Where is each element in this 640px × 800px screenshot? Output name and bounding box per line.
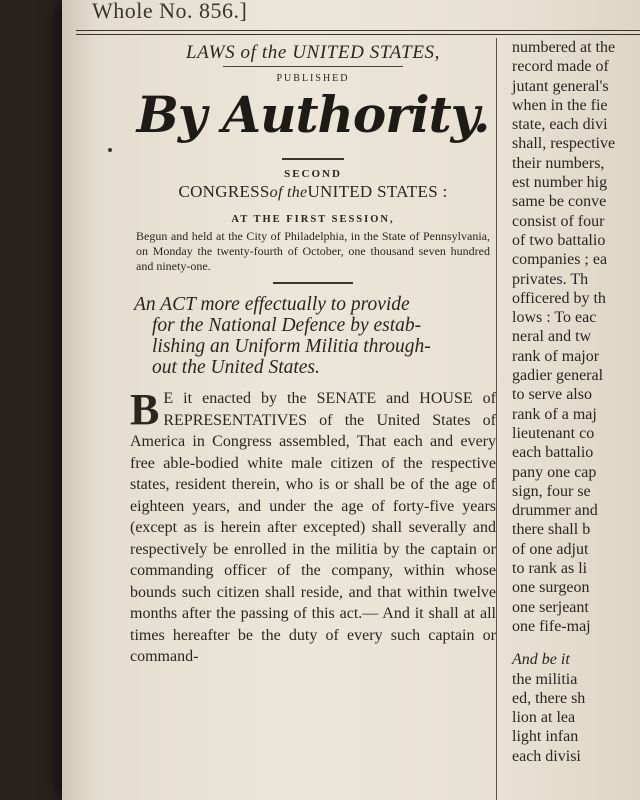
right-column-line: one fife-maj: [512, 617, 591, 635]
heading-rule: [223, 66, 403, 67]
right-column-line: one surgeon: [512, 579, 590, 597]
congress-heading: [130, 182, 496, 202]
left-column: [130, 38, 496, 800]
act-body: [130, 385, 496, 668]
second-label: SECOND: [284, 168, 342, 180]
session-paragraph: Begun and held at the City of Philadelphia, in the State of Pennsylvania, on Monday the twenty-fourth of October, one thousand seven hundred and ninety-one.: [136, 229, 490, 273]
section-rule: [282, 158, 344, 160]
right-column-line: companies ; ea: [512, 251, 608, 269]
act-title: [134, 294, 492, 378]
congress-of-the: of the: [269, 184, 308, 201]
right-column-line: lion at lea: [512, 709, 576, 727]
laws-heading: LAWS of the UNITED STATES,: [186, 42, 440, 63]
right-column-line: gadier general: [512, 367, 604, 385]
right-column-line: shall, respective: [512, 135, 616, 153]
column-divider: [496, 38, 497, 800]
act-body-text: E it enacted by the SENATE and HOUSE of REPRESENTATIVES of the United States of America in Congress assembled, That each and every free able-bodied white male citizen of the respective states, resident therein, who is or shall be of the age of eighteen years, and under the age of forty-five years (except as is herein after excepted) shall severally and respectively be enrolled in the militia by the captain or commanding officer of the company, within whose bounds such citizen shall reside, and that within twelve months after the passing of this act.— And it shall at all times hereafter be the duty of every such captain or command-: [130, 390, 496, 665]
right-column-line: state, each divi: [512, 116, 608, 134]
right-column-line: rank of a maj: [512, 405, 597, 423]
congress-united-states: UNITED STATES :: [307, 182, 448, 201]
right-column-line: est number hig: [512, 174, 608, 192]
masthead-rule: [76, 30, 640, 31]
act-title-line-1: An ACT more effectually to provide: [134, 294, 410, 315]
by-authority-heading: By Authority.: [136, 85, 490, 144]
right-column-line: one serjeant: [512, 598, 589, 616]
right-column-line: rank of major: [512, 347, 600, 365]
right-column-line: officered by th: [512, 289, 606, 307]
right-column-line: neral and tw: [512, 328, 592, 346]
published-label: PUBLISHED: [276, 73, 350, 84]
right-column-line: their numbers,: [512, 154, 605, 172]
paragraph-gap: [512, 636, 640, 650]
right-column-line: to serve also: [512, 386, 592, 404]
right-column-line: lows : To eac: [512, 309, 597, 327]
congress-word: CONGRESS: [178, 182, 270, 201]
right-column-line: same be conve: [512, 193, 607, 211]
right-column-line: jutant general's: [512, 77, 609, 95]
right-column-line: And be it: [512, 651, 570, 669]
right-column: [512, 38, 640, 766]
act-title-line-3: lishing an Uniform Militia through-: [152, 336, 431, 357]
right-column-line: there shall b: [512, 521, 591, 539]
margin-dot: [108, 148, 112, 152]
drop-cap: B: [130, 385, 160, 434]
right-column-line: light infan: [512, 728, 579, 746]
right-column-line: of two battalio: [512, 231, 606, 249]
right-column-line: numbered at the: [512, 39, 616, 56]
right-column-line: each battalio: [512, 444, 594, 462]
right-column-line: privates. Th: [512, 270, 589, 288]
right-column-line: to rank as li: [512, 560, 588, 578]
right-column-line: sign, four se: [512, 482, 591, 500]
right-column-line: lieutenant co: [512, 424, 595, 442]
right-column-line: of one adjut: [512, 540, 589, 558]
right-column-line: record made of: [512, 58, 609, 76]
first-session-label: AT THE FIRST SESSION,: [231, 214, 395, 225]
right-column-line: the militia: [512, 670, 578, 688]
right-column-line: ed, there sh: [512, 689, 586, 707]
right-column-line: each divisi: [512, 747, 581, 765]
right-column-line: drummer and: [512, 502, 598, 520]
right-column-line: pany one cap: [512, 463, 597, 481]
act-title-line-4: out the United States.: [152, 357, 320, 378]
issue-number: Whole No. 856.]: [92, 0, 248, 23]
right-column-line: when in the fie: [512, 96, 608, 114]
masthead-rule-secondary: [76, 34, 640, 35]
act-title-line-2: for the National Defence by estab-: [152, 315, 422, 336]
act-rule: [273, 282, 353, 284]
right-column-line: consist of four: [512, 212, 605, 230]
